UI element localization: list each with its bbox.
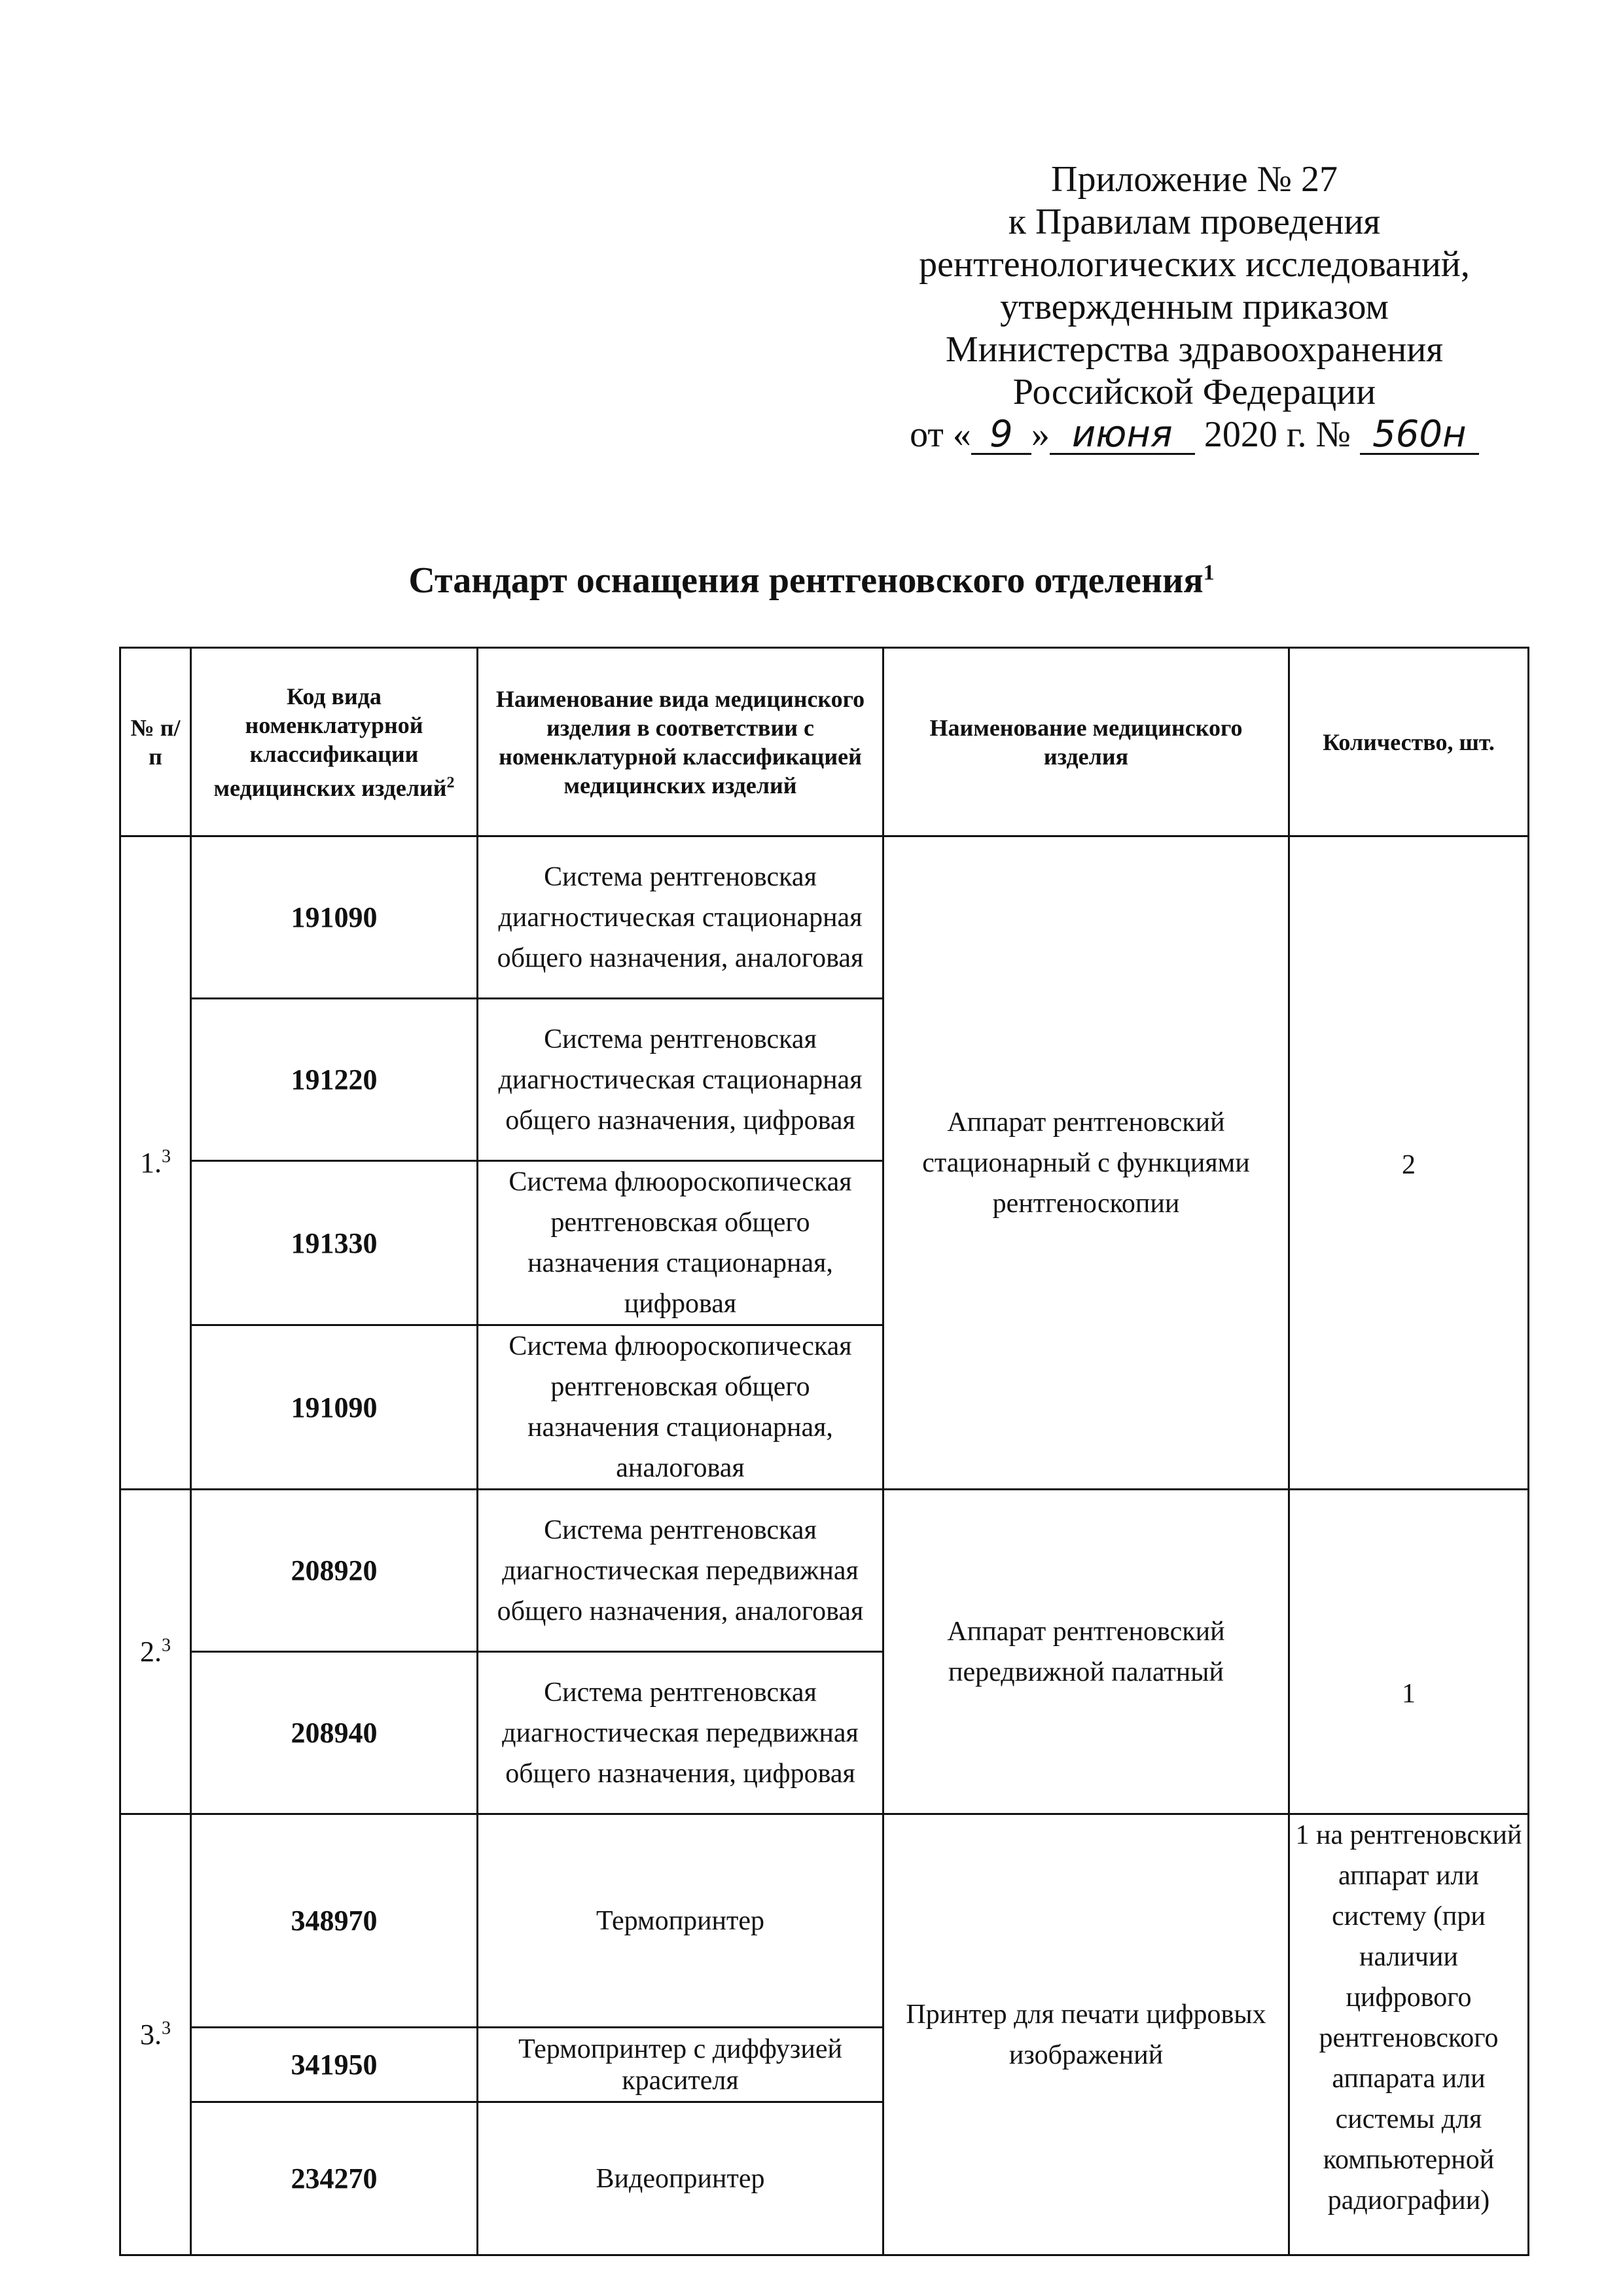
table-header-row — [120, 648, 1529, 836]
device-cell: Аппарат рентгеновский стационарный с функциями рентгеноскопии — [883, 836, 1289, 1490]
table-row — [120, 836, 1529, 999]
device-cell: Аппарат рентгеновский передвижной палатный — [883, 1490, 1289, 1814]
qty-cell: 1 — [1289, 1490, 1529, 1814]
date-prefix: от « — [910, 414, 971, 455]
code-cell: 191330 — [191, 1161, 478, 1325]
code-cell: 208940 — [191, 1652, 478, 1814]
type-cell: Система флюороскопическая рентгеновская общего назначения стационарная, аналоговая — [478, 1325, 883, 1490]
type-cell: Термопринтер — [478, 1814, 883, 2028]
appendix-block — [851, 158, 1538, 456]
type-cell: Видеопринтер — [478, 2102, 883, 2255]
qty-cell: 2 — [1289, 836, 1529, 1490]
row-number-text: 2. — [140, 1636, 162, 1668]
appendix-line: рентгенологических исследований, — [919, 244, 1470, 285]
appendix-line: Министерства здравоохранения — [945, 329, 1444, 370]
type-cell: Система рентгеновская диагностическая стационарная общего назначения, аналоговая — [478, 836, 883, 999]
table-row — [120, 1490, 1529, 1652]
code-cell: 348970 — [191, 1814, 478, 2028]
row-number-footnote: 3 — [162, 1146, 171, 1167]
order-date-line — [851, 414, 1538, 456]
header-num: № п/п — [120, 648, 191, 836]
appendix-line: утвержденным приказом — [1000, 287, 1389, 327]
row-number — [120, 836, 191, 1490]
appendix-line: Российской Федерации — [1012, 372, 1376, 412]
type-cell: Система флюороскопическая рентгеновская общего назначения стационарная, цифровая — [478, 1161, 883, 1325]
code-cell: 234270 — [191, 2102, 478, 2255]
row-number-footnote: 3 — [162, 2018, 171, 2039]
appendix-line: к Правилам проведения — [1008, 202, 1381, 242]
date-close: » — [1031, 414, 1050, 455]
code-cell: 341950 — [191, 2028, 478, 2102]
header-code — [191, 648, 478, 836]
table-row — [120, 1814, 1529, 2028]
handwritten-month: июня — [1050, 416, 1195, 455]
header-type: Наименование вида медицинского изделия в соответствии с номенклатурной классификацией медицинских изделий — [478, 648, 883, 836]
type-cell: Система рентгеновская диагностическая стационарная общего назначения, цифровая — [478, 999, 883, 1161]
handwritten-order-number: 560н — [1360, 416, 1479, 455]
appendix-line: Приложение № 27 — [1051, 159, 1338, 200]
type-cell: Система рентгеновская диагностическая передвижная общего назначения, аналоговая — [478, 1490, 883, 1652]
header-code-text: Код вида номенклатурной классификации медицинских изделий — [213, 683, 447, 801]
code-cell: 191220 — [191, 999, 478, 1161]
code-cell: 208920 — [191, 1490, 478, 1652]
row-number — [120, 1490, 191, 1814]
header-code-footnote: 2 — [446, 774, 455, 791]
row-number-text: 1. — [140, 1147, 162, 1179]
code-cell: 191090 — [191, 1325, 478, 1490]
equipment-table — [119, 647, 1529, 2256]
qty-cell: 1 на рентгеновский аппарат или систему (при наличии цифрового рентгеновского аппарата или системы для компьютерной радиографии) — [1289, 1814, 1529, 2255]
type-cell: Термопринтер с диффузией красителя — [478, 2028, 883, 2102]
header-device: Наименование медицинского изделия — [883, 648, 1289, 836]
code-cell: 191090 — [191, 836, 478, 999]
header-qty: Количество, шт. — [1289, 648, 1529, 836]
type-cell: Система рентгеновская диагностическая передвижная общего назначения, цифровая — [478, 1652, 883, 1814]
handwritten-day: 9 — [971, 416, 1031, 455]
row-number — [120, 1814, 191, 2255]
document-title — [0, 560, 1623, 601]
row-number-footnote: 3 — [162, 1635, 171, 1656]
row-number-text: 3. — [140, 2018, 162, 2051]
device-cell: Принтер для печати цифровых изображений — [883, 1814, 1289, 2255]
title-text: Стандарт оснащения рентгеновского отделения — [408, 560, 1204, 601]
year-text: 2020 г. № — [1204, 414, 1351, 455]
title-footnote: 1 — [1203, 560, 1215, 585]
